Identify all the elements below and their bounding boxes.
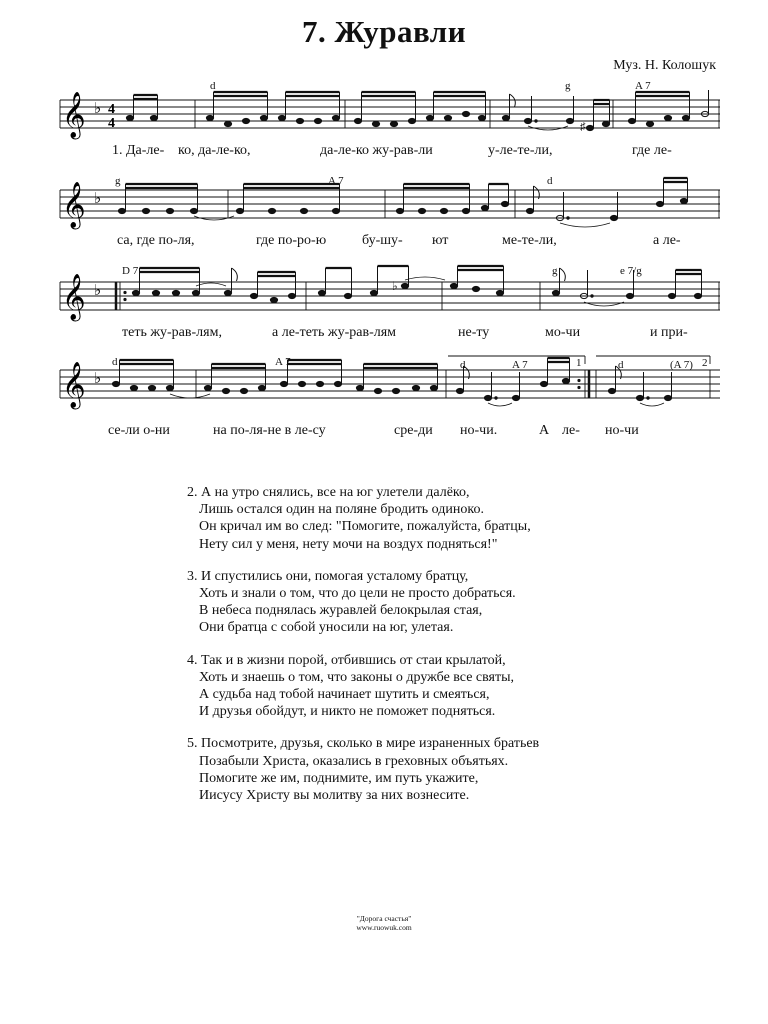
staff-system-3 (60, 262, 720, 352)
lyric-syllable: сре-ди (394, 423, 433, 438)
verse-line: Хоть и знаешь о том, что законы о дружбе все святы, (199, 669, 515, 685)
chord-symbol: A 7 (328, 175, 344, 187)
chord-symbol: g (552, 265, 558, 277)
verse-line: Он кричал им во след: "Помогите, пожалуйста, братцы, (199, 519, 531, 535)
lyric-syllable: са, где по-ля, (117, 233, 195, 248)
lyric-syllable: А (539, 423, 550, 438)
verse-5 (187, 735, 539, 804)
svg-text:♭: ♭ (94, 189, 102, 207)
lyric-syllable: мо-чи (545, 325, 581, 340)
svg-text:♯: ♯ (580, 121, 586, 133)
svg-text:𝄞: 𝄞 (62, 362, 86, 408)
verse-3 (187, 568, 539, 637)
verses-block (187, 484, 539, 819)
verse-line: Лишь остался один на поляне бродить одиноко. (199, 502, 484, 518)
lyric-syllable: но-чи (605, 423, 639, 438)
verse-line: Помогите же им, поднимите, им путь укажите, (199, 770, 479, 786)
verse-line: А судьба над тобой начинает шутить и смеяться, (199, 687, 490, 703)
verse-line: Иисусу Христу вы молитву за них вознесите. (199, 788, 470, 804)
svg-text:𝄞: 𝄞 (62, 182, 86, 228)
chord-symbol: A 7 (275, 356, 291, 368)
footer (0, 914, 768, 932)
verse-line: 5. Посмотрите, друзья, сколько в мире израненных братьев (187, 736, 540, 752)
verse-4 (187, 652, 539, 721)
chord-symbol: A 7 (512, 359, 528, 371)
chord-symbol: d (112, 356, 118, 368)
lyric-syllable: не-ту (458, 325, 490, 340)
chord-symbol: d (618, 359, 624, 371)
composer-credit: Муз. Н. Колошук (613, 58, 716, 73)
verse-line: 4. Так и в жизни порой, отбившись от стаи крылатой, (187, 652, 506, 668)
lyric-syllable: а ле- (653, 233, 681, 248)
time-signature-top: 4 (108, 102, 115, 117)
volta-2-label: 2 (702, 357, 708, 369)
chord-symbol: D 7 (122, 265, 139, 277)
svg-text:♭: ♭ (392, 279, 398, 293)
verse-line: 3. И спустились они, помогая усталому братцу, (187, 568, 469, 584)
verse-line: И друзья обойдут, и никто не поможет подняться. (199, 704, 496, 720)
verse-line: 2. А на утро снялись, все на юг улетели далёко, (187, 485, 470, 500)
chord-symbol: e 7/g (620, 265, 642, 277)
chord-symbol: d (460, 359, 466, 371)
lyric-syllable: а ле-теть жу-рав-лям (272, 325, 397, 340)
lyric-syllable: где ле- (632, 143, 672, 158)
svg-text:𝄞: 𝄞 (62, 274, 86, 320)
lyric-syllable: бу-шу- (362, 233, 403, 248)
footer-source: "Дорога счастья" (356, 914, 412, 923)
chord-symbol: (A 7) (670, 359, 693, 371)
lyric-syllable: ют (432, 233, 449, 248)
staff-system-2 (60, 170, 720, 260)
lyric-syllable: и при- (650, 325, 688, 340)
staff-1-notation (60, 80, 720, 140)
svg-text:𝄞: 𝄞 (62, 92, 86, 138)
staff-system-4 (60, 350, 720, 445)
verse-line: Они братца с собой уносили на юг, улетая. (199, 620, 454, 636)
chord-symbol: A 7 (635, 80, 651, 92)
lyric-syllable: ле- (562, 423, 580, 438)
lyric-syllable: на по-ля-не в ле-су (213, 423, 326, 438)
staff-system-1 (60, 80, 720, 170)
footer-url[interactable]: www.ruowuk.com (356, 923, 412, 932)
svg-text:♭: ♭ (94, 99, 102, 117)
chord-symbol: d (547, 175, 553, 187)
lyric-syllable: теть жу-рав-лям, (122, 325, 222, 340)
lyric-syllable: 1. Да-ле- (112, 143, 165, 158)
lyric-syllable: ме-те-ли, (502, 233, 557, 248)
song-title: 7. Журавли (301, 14, 467, 49)
svg-text:♭: ♭ (94, 369, 102, 387)
chord-symbol: d (210, 80, 216, 92)
svg-text:♭: ♭ (94, 281, 102, 299)
lyric-syllable: ко, да-ле-ко, (178, 143, 251, 158)
lyric-syllable: се-ли о-ни (108, 423, 170, 438)
verse-line: Хоть и знали о том, что до цели не просто добраться. (199, 586, 516, 602)
volta-1-label: 1 (576, 357, 582, 369)
lyric-syllable: у-ле-те-ли, (488, 143, 553, 158)
chord-symbol: g (565, 80, 571, 92)
verse-line: Позабыли Христа, оказались в греховных объятьях. (199, 753, 509, 769)
lyric-syllable: но-чи. (460, 423, 498, 438)
verse-line: Нету сил у меня, нету мочи на воздух подняться!" (199, 536, 498, 552)
lyric-syllable: да-ле-ко жу-рав-ли (320, 143, 433, 158)
chord-symbol: g (115, 175, 121, 187)
verse-2 (187, 484, 539, 553)
lyric-syllable: где по-ро-ю (256, 233, 327, 248)
time-signature-bottom: 4 (108, 116, 115, 131)
verse-line: В небеса поднялась журавлей белокрылая стая, (199, 603, 483, 619)
staff-2-notation (60, 170, 720, 230)
